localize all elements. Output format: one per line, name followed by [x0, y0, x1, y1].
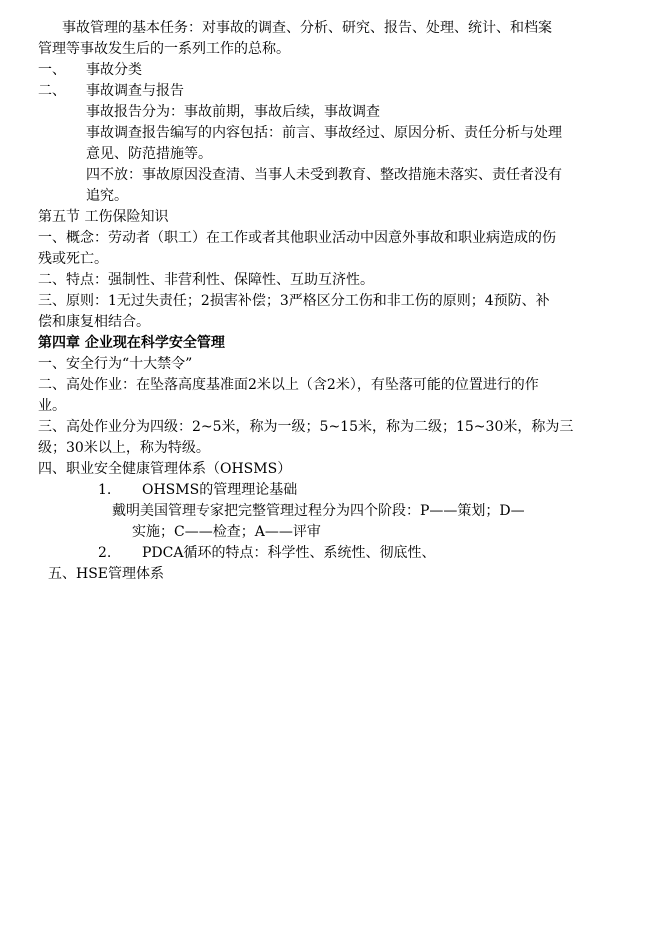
height-work-line-1: 二、高处作业：在坠落高度基准面2米以上（含2米），有坠落可能的位置进行的作: [38, 377, 539, 393]
safety-behavior-text: 一、安全行为“十大禁令”: [38, 356, 193, 372]
principles-line-2: 偿和康复相结合。: [38, 314, 150, 330]
deming-line-1: 戴明美国管理专家把完整管理过程分为四个阶段：P——策划；D—: [112, 503, 525, 519]
section-2-number: 二、: [38, 83, 66, 99]
height-levels-line-2: 级；30米以上，称为特级。: [38, 440, 210, 456]
item-2-text: PDCA循环的特点：科学性、系统性、彻底性、: [142, 545, 436, 561]
ohsms-heading: 四、职业安全健康管理体系（OHSMS）: [38, 461, 292, 477]
item-1-text: OHSMS的管理理论基础: [142, 482, 298, 498]
hse-heading: 五、HSE管理体系: [48, 566, 165, 582]
section-2-heading: 事故调查与报告: [86, 83, 184, 99]
chapter-4-title: 第四章 企业现在科学安全管理: [38, 335, 225, 351]
report-types-text: 事故报告分为：事故前期，事故后续，事故调查: [86, 104, 380, 120]
principles-line-1: 三、原则：1无过失责任；2损害补偿；3严格区分工伤和非工伤的原则；4预防、补: [38, 293, 550, 309]
intro-line-1: 事故管理的基本任务：对事故的调查、分析、研究、报告、处理、统计、和档案: [62, 20, 552, 36]
item-1-number: 1.: [98, 482, 112, 498]
item-2-number: 2.: [98, 545, 112, 561]
section-1-number: 一、: [38, 62, 66, 78]
intro-line-2: 管理等事故发生后的一系列工作的总称。: [38, 41, 290, 57]
report-content-line-2: 意见、防范措施等。: [86, 146, 212, 162]
four-no-line-2: 追究。: [86, 188, 128, 204]
four-no-line-1: 四不放：事故原因没查清、当事人未受到教育、整改措施未落实、责任者没有: [86, 167, 562, 183]
section-5-title: 第五节 工伤保险知识: [38, 209, 169, 225]
report-content-line-1: 事故调查报告编写的内容包括：前言、事故经过、原因分析、责任分析与处理: [86, 125, 562, 141]
height-work-line-2: 业。: [38, 398, 66, 414]
features-text: 二、特点：强制性、非营利性、保障性、互助互济性。: [38, 272, 374, 288]
concept-line-2: 残或死亡。: [38, 251, 108, 267]
height-levels-line-1: 三、高处作业分为四级：2~5米，称为一级；5~15米，称为二级；15~30米，称为三: [38, 419, 574, 435]
deming-line-2: 实施；C——检查；A——评审: [132, 524, 321, 540]
concept-line-1: 一、概念：劳动者（职工）在工作或者其他职业活动中因意外事故和职业病造成的伤: [38, 230, 556, 246]
section-1-heading: 事故分类: [86, 62, 142, 78]
